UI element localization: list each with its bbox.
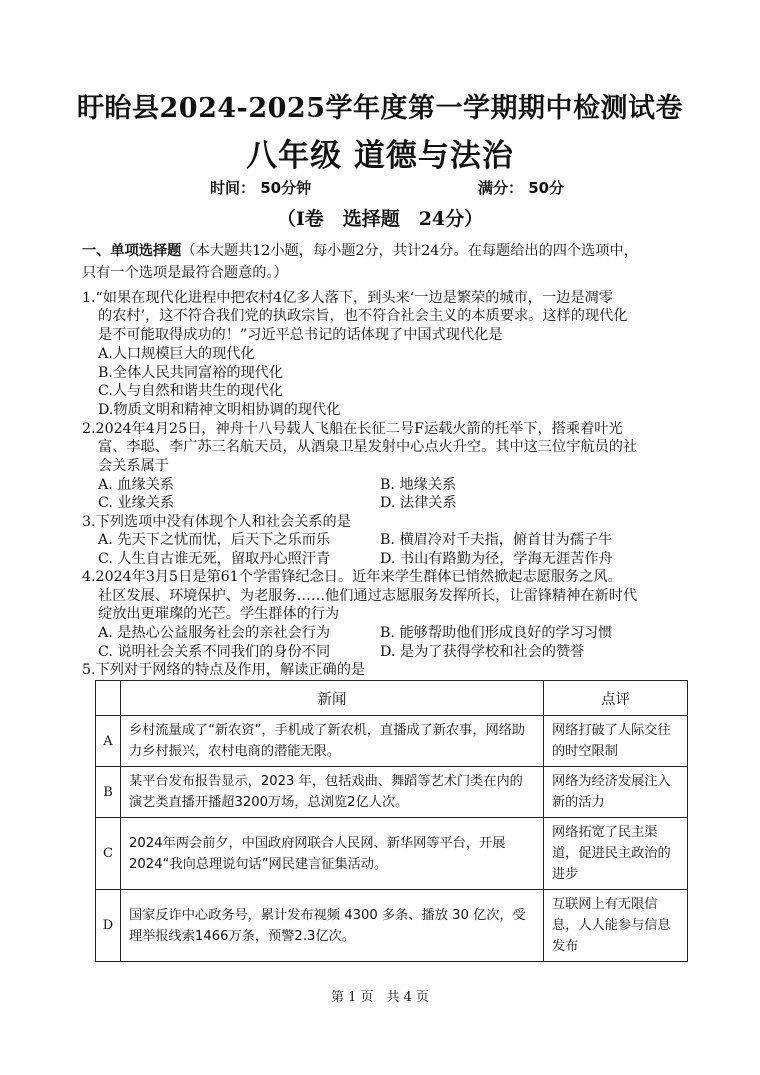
q5-stem: 5.下列对于网络的特点及作用，解读正确的是	[82, 662, 366, 678]
q3-option-c: C. 人生自古谁无死，留取丹心照汗青	[98, 551, 331, 567]
q1-option-d: D.物质文明和精神文明相协调的现代化	[98, 402, 341, 418]
q4-option-b: B. 能够帮助他们形成良好的学习习惯	[380, 625, 613, 641]
table-header-row	[96, 681, 688, 716]
exam-score: 满分： 50分	[478, 179, 565, 197]
q4-stem-line3: 绽放出更璀璨的光芒。学生群体的行为	[98, 606, 340, 622]
section-desc: （本大题共12小题，每小题2分，共计24分。在每题给出的四个选项中，	[181, 243, 638, 259]
page-footer: 第 1 页 共 4 页	[330, 990, 430, 1005]
q1-stem-line3: 是不可能取得成功的！”习近平总书记的话体现了中国式现代化是	[98, 327, 503, 343]
table-row	[96, 716, 688, 767]
q2-option-b: B. 地缘关系	[380, 477, 457, 493]
table-row	[96, 890, 688, 962]
exam-subtitle: 八年级 道德与法治	[246, 138, 514, 174]
q2-stem-line1: 2.2024年4月25日，神舟十八号载人飞船在长征二号F运载火箭的托举下，搭乘着叶光	[82, 421, 623, 437]
row-news: 乡村流量成了“新农资”，手机成了新农机，直播成了新农事，网络助力乡村振兴，农村电商的潜能无限。	[121, 716, 544, 767]
row-key: A	[96, 716, 121, 767]
q4-option-d: D. 是为了获得学校和社会的赞誉	[380, 644, 585, 660]
part-label: （Ⅰ卷 选择题 24分）	[276, 208, 484, 230]
q2-option-c: C. 业缘关系	[98, 495, 175, 511]
row-key: B	[96, 767, 121, 818]
row-comment: 网络打破了人际交往的时空限制	[544, 716, 688, 767]
q1-option-c: C.人与自然和谐共生的现代化	[98, 383, 284, 399]
row-key: C	[96, 818, 121, 890]
q2-stem-line2: 富、李聪、李广苏三名航天员，从酒泉卫星发射中心点火升空。其中这三位宇航员的社	[98, 439, 638, 455]
q3-option-a: A. 先天下之忧而忧，后天下之乐而乐	[98, 532, 331, 548]
row-comment: 网络为经济发展注入新的活力	[544, 767, 688, 818]
q3-option-d: D. 书山有路勤为径，学海无涯苦作舟	[380, 551, 613, 567]
table-header-comment: 点评	[544, 681, 688, 716]
q2-option-a: A. 血缘关系	[98, 477, 175, 493]
row-news: 2024年两会前夕，中国政府网联合人民网、新华网等平台，开展2024“我向总理说句话”网民建言征集活动。	[121, 818, 544, 890]
q2-stem-line3: 会关系属于	[98, 458, 169, 474]
table-header-key	[96, 681, 121, 716]
row-news: 某平台发布报告显示，2023 年，包括戏曲、舞蹈等艺术门类在内的演艺类直播开播超3200万场，总浏览2亿人次。	[121, 767, 544, 818]
table-row	[96, 767, 688, 818]
q4-stem-line1: 4.2024年3月5日是第61个学雷锋纪念日。近年来学生群体已悄然掀起志愿服务之风。	[82, 569, 622, 585]
table-row	[96, 818, 688, 890]
q1-option-b: B.全体人民共同富裕的现代化	[98, 365, 284, 381]
q1-stem-line2: 的农村’，这不符合我们党的执政宗旨，也不符合社会主义的本质要求。这样的现代化	[98, 308, 628, 324]
q4-stem-line2: 社区发展、环境保护、为老服务……他们通过志愿服务发挥所长，让雷锋精神在新时代	[98, 588, 638, 604]
section-desc-cont: 只有一个选项是最符合题意的。）	[82, 265, 288, 281]
q2-option-d: D. 法律关系	[380, 495, 457, 511]
row-news: 国家反诈中心政务号，累计发布视频 4300 多条、播放 30 亿次，受理举报线索1466万条，预警2.3亿次。	[121, 890, 544, 962]
news-table	[95, 680, 688, 962]
q4-option-a: A. 是热心公益服务社会的亲社会行为	[98, 625, 331, 641]
row-key: D	[96, 890, 121, 962]
q1-stem-line1: 1.“如果在现代化进程中把农村4亿多人落下，到头来‘一边是繁荣的城市，一边是凋零	[82, 290, 613, 306]
table-header-news: 新闻	[121, 681, 544, 716]
section-title: 一、单项选择题	[82, 243, 182, 259]
q1-option-a: A.人口规模巨大的现代化	[98, 346, 255, 362]
q3-stem: 3.下列选项中没有体现个人和社会关系的是	[82, 514, 351, 530]
row-comment: 互联网上有无限信息，人人能参与信息发布	[544, 890, 688, 962]
q3-option-b: B. 横眉冷对千夫指，俯首甘为孺子牛	[380, 532, 613, 548]
exam-time: 时间： 50分钟	[210, 179, 312, 197]
section-header	[82, 242, 638, 260]
row-comment: 网络拓宽了民主渠道，促进民主政治的进步	[544, 818, 688, 890]
exam-title: 盱眙县2024-2025学年度第一学期期中检测试卷	[77, 93, 683, 124]
q4-option-c: C. 说明社会关系不同我们的身份不同	[98, 644, 331, 660]
